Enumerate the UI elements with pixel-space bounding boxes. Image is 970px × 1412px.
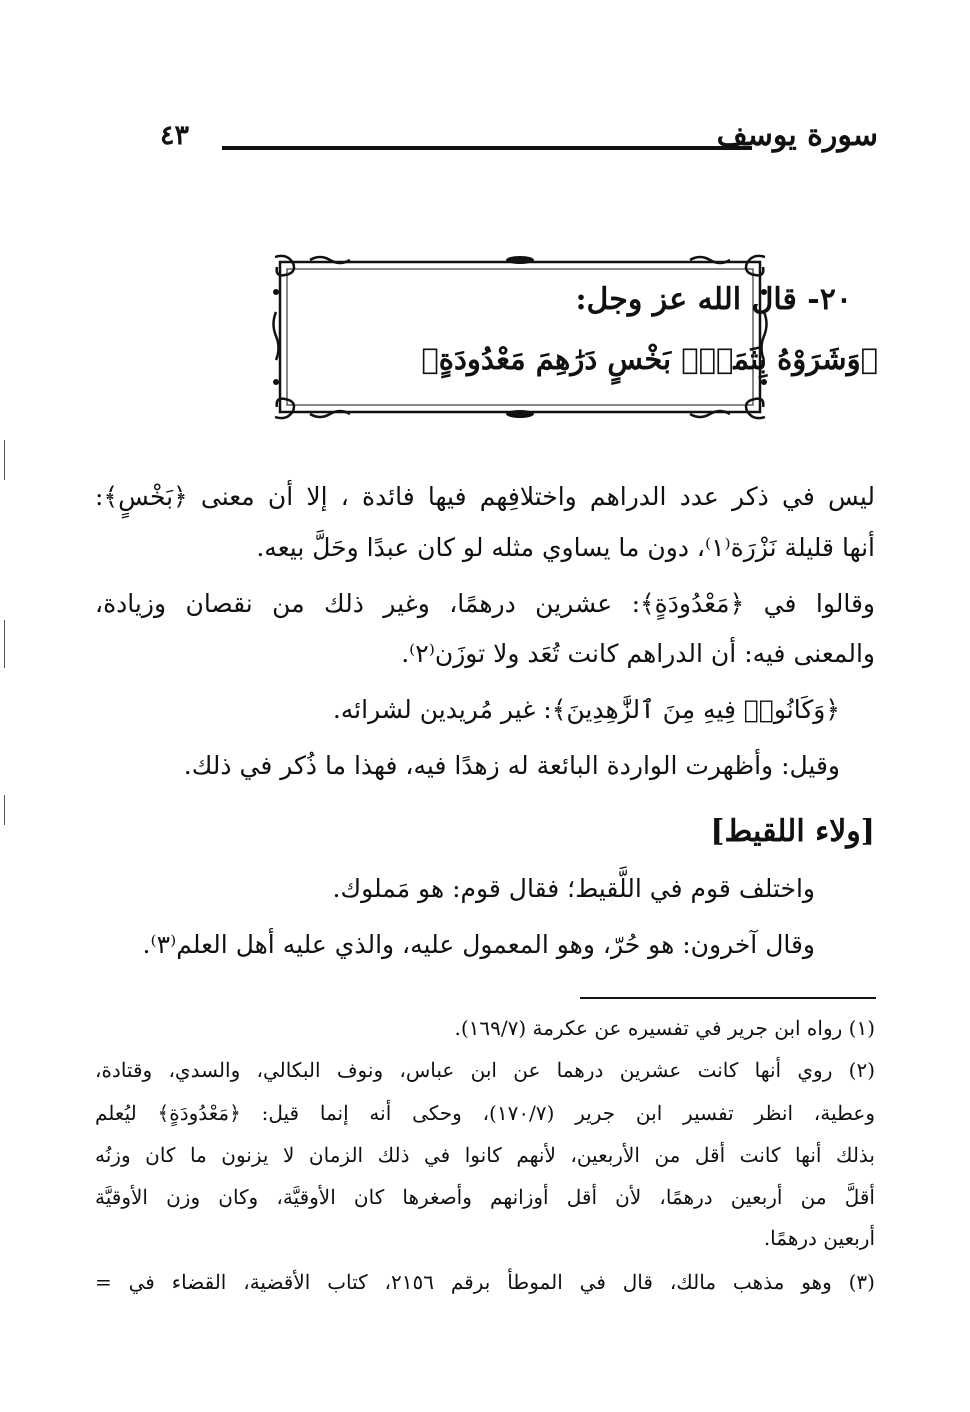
quran-verse: ﴿وَشَرَوْهُ بِثَمَنٍۭ بَخْسٍ دَرَٰهِمَ مَعْدُودَةٍ﴾ <box>421 342 878 376</box>
footnote-rule <box>580 997 876 999</box>
verse-heading: ٢٠- قال الله عز وجل: <box>575 282 852 317</box>
paragraph-line: وقال آخرون: هو حُرّ، وهو المعمول عليه، والذي عليه أهل العلم⁽٣⁾. <box>142 930 815 959</box>
footnote-1: (١) رواه ابن جرير في تفسيره عن عكرمة (١٦٩/٧). <box>454 1016 875 1040</box>
paragraph-line: والمعنى فيه: أن الدراهم كانت تُعَد ولا توزَن⁽٢⁾. <box>401 639 875 668</box>
paragraph-line: أنها قليلة نَزْرَة⁽١⁾، دون ما يساوي مثله لو كان عبدًا وحَلَّ بيعه. <box>256 533 875 562</box>
binding-mark <box>4 795 5 825</box>
footnote-2-line: أقلَّ من أربعين درهمًا، لأن أقل أوزانهم وأصغرها كان الأوقيَّة، وكان وزن الأوقيَّة <box>95 1185 875 1209</box>
footnote-2-line: بذلك أنها كانت أقل من الأربعين، لأنهم كانوا في ذلك الزمان لا يزنون ما كان وزنُه <box>95 1143 875 1167</box>
section-title: [ولاء اللقيط] <box>710 814 875 849</box>
footnote-2-line: أربعين درهمًا. <box>763 1226 875 1250</box>
footnote-2-line: (٢) روي أنها كانت عشرين درهما عن ابن عباس، ونوف البكالي، والسدي، وقتادة، <box>95 1058 875 1082</box>
paragraph-line: وقيل: وأظهرت الواردة البائعة له زهدًا فيه، فهذا ما ذُكر في ذلك. <box>183 751 840 780</box>
binding-mark <box>4 440 5 480</box>
paragraph-line: وقالوا في ﴿مَعْدُودَةٍ﴾: عشرين درهمًا، وغير ذلك من نقصان وزيادة، <box>95 589 875 618</box>
paragraph-line: واختلف قوم في اللَّقيط؛ فقال قوم: هو مَملوك. <box>332 874 815 903</box>
ornamental-frame <box>270 252 770 422</box>
header-rule <box>222 146 752 150</box>
surah-title: سورة يوسف <box>716 118 878 153</box>
paragraph-line: ليس في ذكر عدد الدراهم واختلافِهم فيها فائدة ، إلا أن معنى ﴿بَخْسٍ﴾: <box>95 482 875 511</box>
footnote-2-line: وعطية، انظر تفسير ابن جرير (١٧٠/٧)، وحكى أنه إنما قيل: ﴿مَعْدُودَةٍ﴾ ليُعلم <box>95 1101 875 1125</box>
page-number: ٤٣ <box>160 120 190 151</box>
paragraph-line: ﴿وَكَانُوا۟ فِيهِ مِنَ ٱلزَّٰهِدِينَ﴾: غير مُريدين لشرائه. <box>332 695 840 724</box>
footnote-3: (٣) وهو مذهب مالك، قال في الموطأ برقم ٢١٥٦، كتاب الأقضية، القضاء في = <box>95 1270 875 1294</box>
binding-mark <box>4 620 5 668</box>
